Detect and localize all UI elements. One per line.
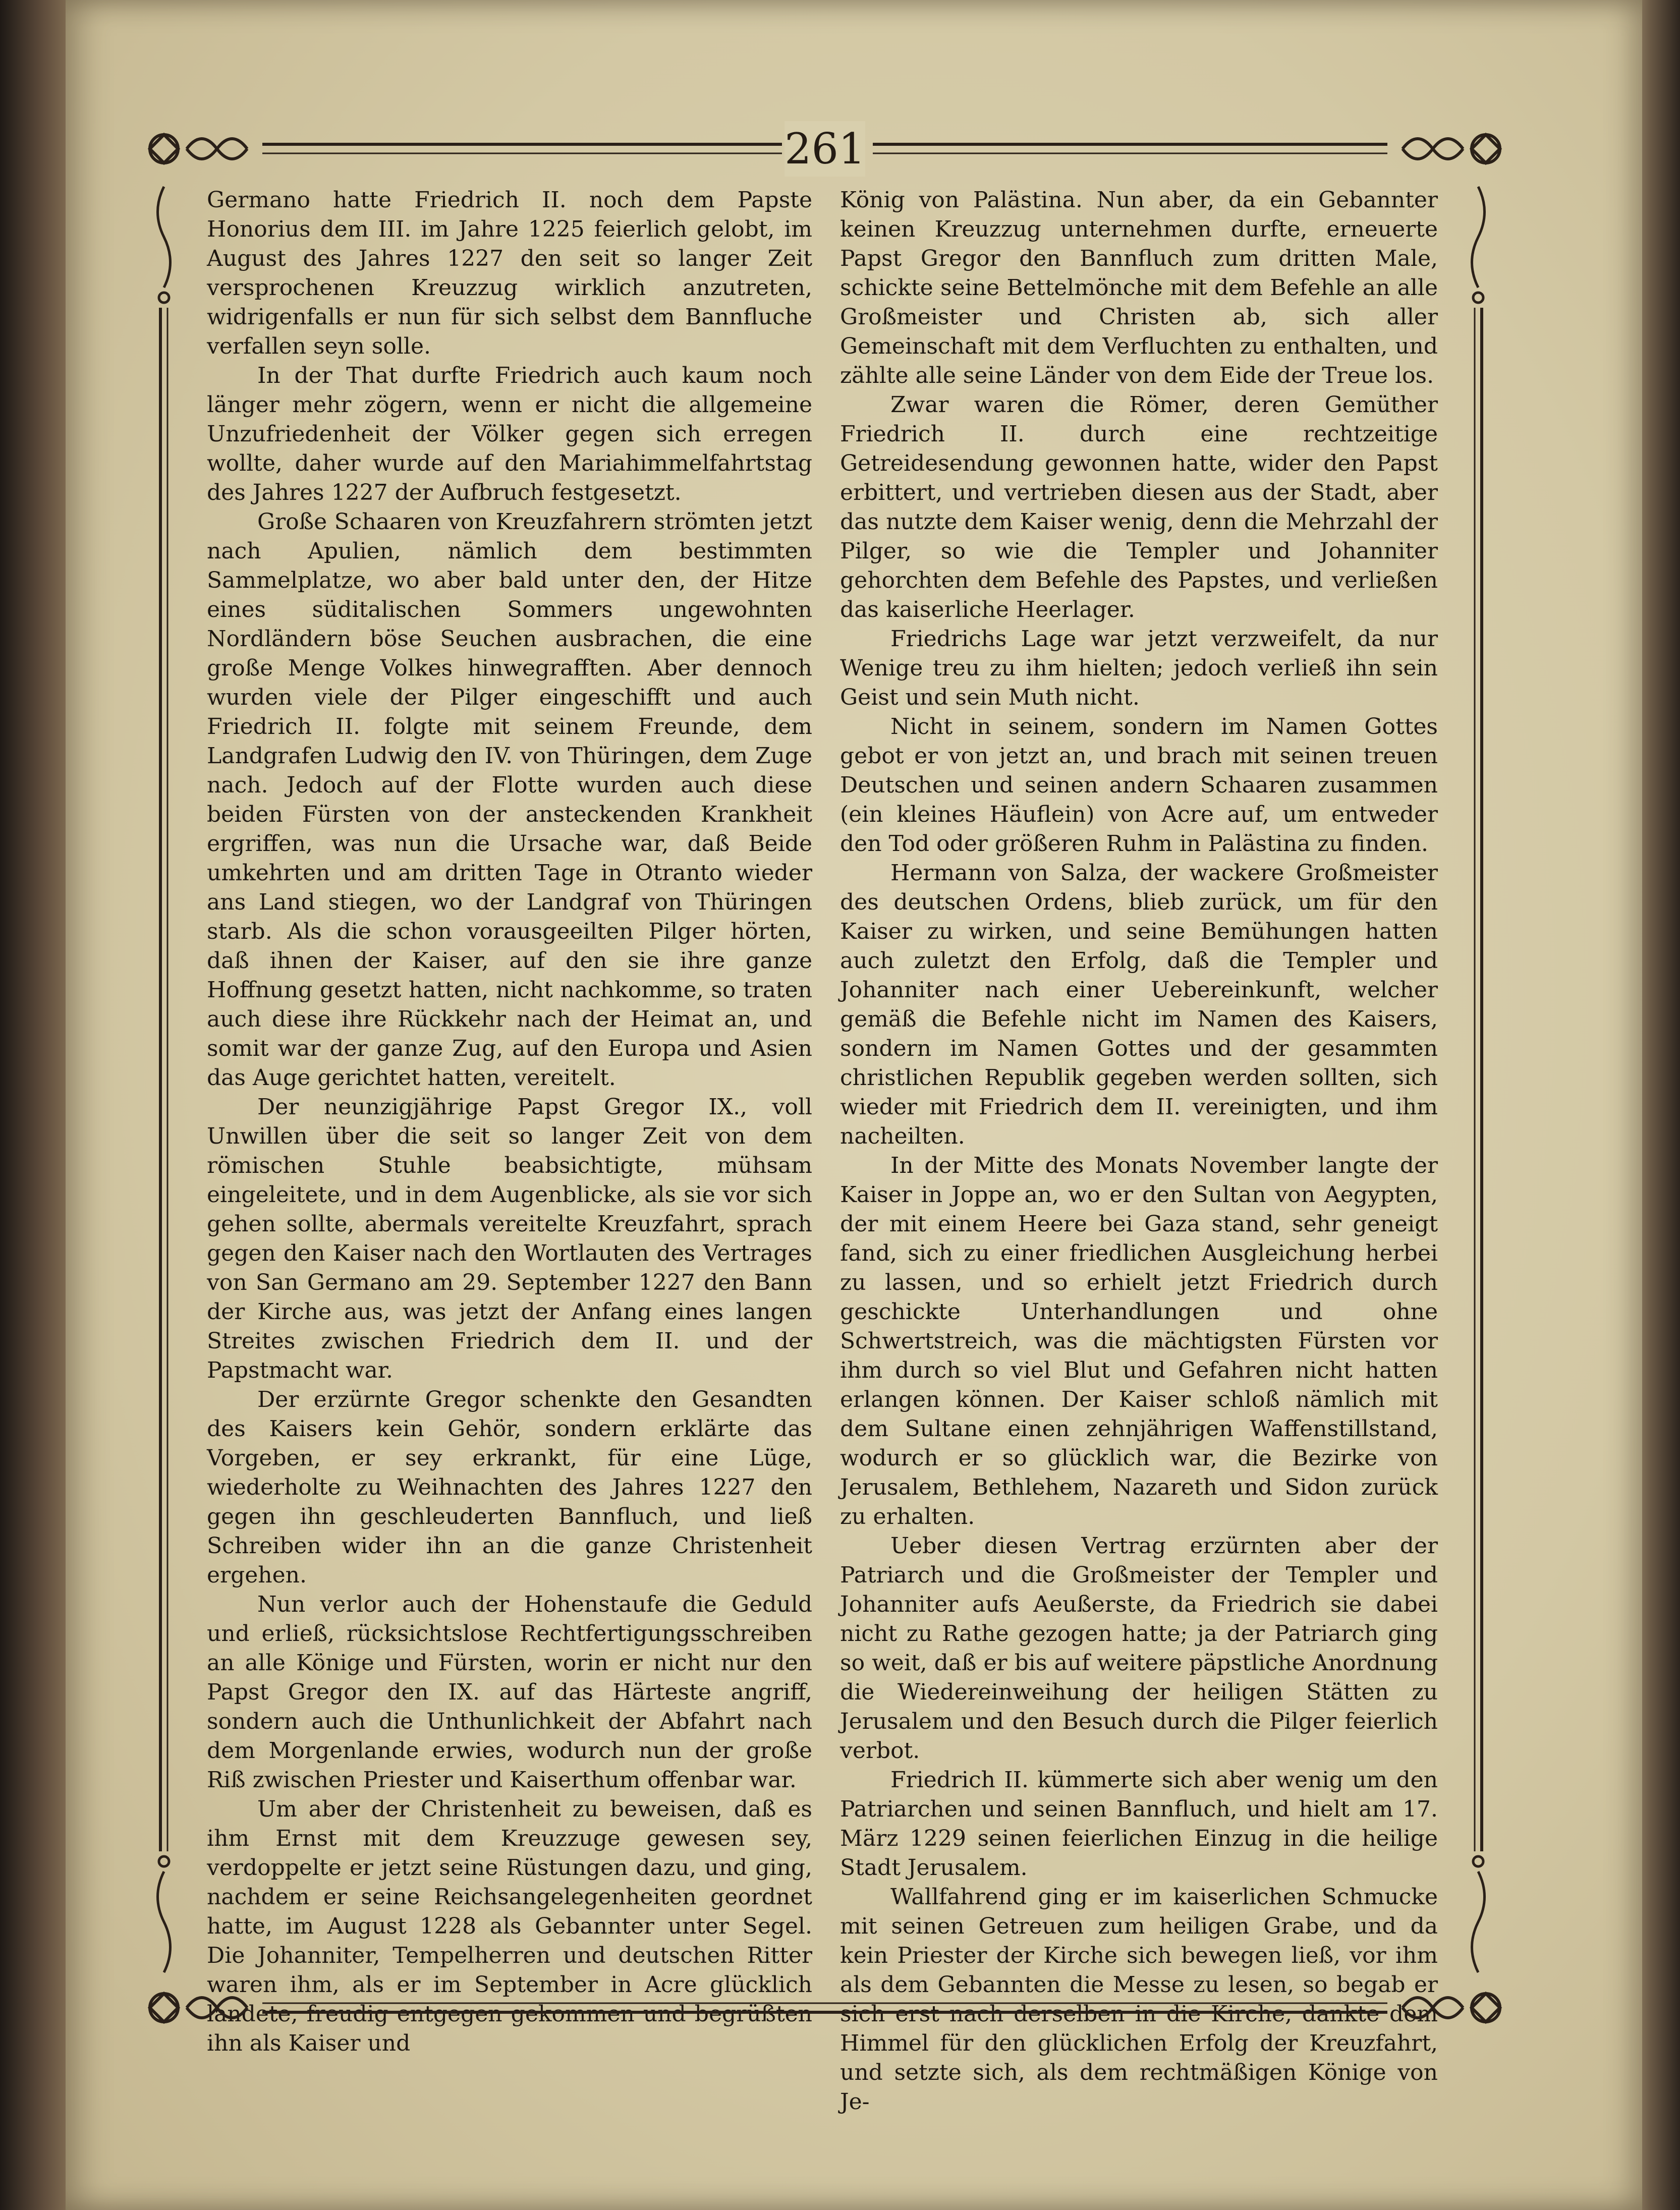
paragraph: Große Schaaren von Kreuzfahrern strömten jetzt nach Apulien, nämlich dem bestimmten Sammelplatze, wo aber bald unter den, der Hitze eines süditalischen Sommers ungewohnten Nordländern böse Seuchen ausbrachen, die eine große Menge Volkes hinwegrafften. Aber dennoch wurden viele der Pilger eingeschifft und auch Friedrich II. folgte mit seinem Freunde, dem Landgrafen Ludwig den IV. von Thüringen, dem Zuge nach. Jedoch auf der Flotte wurden auch diese beiden Fürsten von der ansteckenden Krankheit ergriffen, was nun die Ursache war, daß Beide umkehrten und am dritten Tage in Otranto wieder ans Land stiegen, wo der Landgraf von Thüringen starb. Als die schon vorausgeeilten Pilger hörten, daß ihnen der Kaiser, auf den sie ihre ganze Hoffnung gesetzt hatten, nicht nachkomme, so traten auch diese ihre Rückkehr nach der Heimat an, und somit war der ganze Zug, auf den Europa und Asien das Auge gerichtet hatten, vereitelt.: [207, 509, 812, 1091]
paragraph: Germano hatte Friedrich II. noch dem Papste Honorius dem III. im Jahre 1225 feierlich gelobt, im August des Jahres 1227 den seit so langer Zeit versprochenen Kreuzzug wirklich anzutreten, widrigenfalls er nun für sich selbst dem Bannfluche verfallen seyn solle.: [207, 187, 812, 359]
book-gutter-edge: [0, 0, 76, 2210]
paragraph: In der Mitte des Monats November langte der Kaiser in Joppe an, wo er den Sultan von Aegypten, der mit einem Heere bei Gaza stand, sehr geneigt fand, sich zu einer friedlichen Ausgleichung herbei zu lassen, und so erhielt jetzt Friedrich durch geschickte Unterhandlungen und ohne Schwertstreich, was die mächtigsten Fürsten vor ihm durch so viel Blut und Gefahren nicht hatten erlangen können. Der Kaiser schloß nämlich mit dem Sultane einen zehnjährigen Waffenstillstand, wodurch er so glücklich war, die Bezirke von Jerusalem, Bethlehem, Nazareth und Sidon zurück zu erhalten.: [840, 1153, 1438, 1529]
paragraph: Nun verlor auch der Hohenstaufe die Geduld und erließ, rücksichtslose Rechtfertigungsschreiben an alle Könige und Fürsten, worin er nicht nur den Papst Gregor den IX. auf das Härteste angriff, sondern auch die Unthunlichkeit der Abfahrt nach dem Morgenlande erwies, wodurch nun der große Riß zwischen Priester und Kaiserthum offenbar war.: [207, 1592, 812, 1793]
paragraph: Hermann von Salza, der wackere Großmeister des deutschen Ordens, blieb zurück, um für den Kaiser zu wirken, und seine Bemühungen hatten auch zuletzt den Erfolg, daß die Templer und Johanniter nach einer Uebereinkunft, welcher gemäß die Befehle nicht im Namen des Kaisers, sondern im Namen Gottes und der gesammten christlichen Republik gegeben werden sollten, sich wieder mit Friedrich dem II. vereinigten, und ihm nacheilten.: [840, 860, 1438, 1149]
bottom-ornamental-rule: [141, 1985, 1508, 2030]
left-ornamental-border: [146, 182, 182, 1977]
paragraph: Der neunzigjährige Papst Gregor IX., voll Unwillen über die seit so langer Zeit von dem römischen Stuhle beabsichtigte, mühsam eingeleitete, und in dem Augenblicke, als sie vor sich gehen sollte, abermals vereitelte Kreuzfahrt, sprach gegen den Kaiser nach den Wortlauten des Vertrages von San Germano am 29. September 1227 den Bann der Kirche aus, was jetzt der Anfang eines langen Streites zwischen Friedrich dem II. und der Papstmacht war.: [207, 1094, 812, 1383]
right-text-column: [840, 186, 1438, 2117]
paragraph: König von Palästina. Nun aber, da ein Gebannter keinen Kreuzzug unternehmen durfte, erneuerte Papst Gregor den Bannfluch zum dritten Male, schickte seine Bettelmönche mit dem Befehle an alle Großmeister und Christen ab, sich aller Gemeinschaft mit dem Verfluchten zu enthalten, und zählte alle seine Länder von dem Eide der Treue los.: [840, 187, 1438, 388]
paragraph: Friedrichs Lage war jetzt verzweifelt, da nur Wenige treu zu ihm hielten; jedoch verließ ihn sein Geist und sein Muth nicht.: [840, 626, 1438, 710]
right-ornamental-border: [1461, 182, 1496, 1977]
paragraph: In der That durfte Friedrich auch kaum noch länger mehr zögern, wenn er nicht die allgemeine Unzufriedenheit der Völker gegen sich erregen wollte, daher wurde auf den Mariahimmelfahrtstag des Jahres 1227 der Aufbruch festgesetzt.: [207, 363, 812, 505]
paragraph: Ueber diesen Vertrag erzürnten aber der Patriarch und die Großmeister der Templer und Johanniter aufs Aeußerste, da Friedrich sie dabei nicht zu Rathe gezogen hatte; ja der Patriarch ging so weit, daß er bis auf weitere päpstliche Anordnung die Wiedereinweihung der heiligen Stätten zu Jerusalem und den Besuch durch die Pilger feierlich verbot.: [840, 1533, 1438, 1764]
page-number: 261: [785, 121, 865, 177]
paragraph: Wallfahrend ging er im kaiserlichen Schmucke mit seinen Getreuen zum heiligen Grabe, und da kein Priester der Kirche sich bewegen ließ, vor ihm als dem Gebannten die Messe zu lesen, so begab er sich erst nach derselben in die Kirche, dankte dem Himmel für den glücklichen Erfolg der Kreuzfahrt, und setzte sich, als dem rechtmäßigen Könige von Je-: [840, 1884, 1438, 2115]
paragraph: Der erzürnte Gregor schenkte den Gesandten des Kaisers kein Gehör, sondern erklärte das Vorgeben, er sey erkrankt, für eine Lüge, wiederholte zu Weihnachten des Jahres 1227 den gegen ihn geschleuderten Bannfluch, und ließ Schreiben wider ihn an die ganze Christenheit ergehen.: [207, 1387, 812, 1588]
paragraph: Um aber der Christenheit zu beweisen, daß es ihm Ernst mit dem Kreuzzuge gewesen sey, verdoppelte er jetzt seine Rüstungen dazu, und ging, nachdem er seine Reichsangelegenheiten geordnet hatte, im August 1228 als Gebannter unter Segel. Die Johanniter, Tempelherren und deutschen Ritter waren ihm, als er im September in Acre glücklich landete, freudig entgegen gekommen und begrüßten ihn als Kaiser und: [207, 1796, 812, 2056]
left-text-column: [207, 186, 812, 2058]
paragraph: Zwar waren die Römer, deren Gemüther Friedrich II. durch eine rechtzeitige Getreidesendung gewonnen hatte, wider den Papst erbittert, und vertrieben diesen aus der Stadt, aber das nutzte dem Kaiser wenig, denn die Mehrzahl der Pilger, so wie die Templer und Johanniter gehorchten dem Befehle des Papstes, und verließen das kaiserliche Heerlager.: [840, 392, 1438, 622]
paragraph: Friedrich II. kümmerte sich aber wenig um den Patriarchen und seinen Bannfluch, und hielt am 17. März 1229 seinen feierlichen Einzug in die heilige Stadt Jerusalem.: [840, 1767, 1438, 1881]
paragraph: Nicht in seinem, sondern im Namen Gottes gebot er von jetzt an, und brach mit seinen treuen Deutschen und seinen andern Schaaren zusammen (ein kleines Häuflein) von Acre auf, um entweder den Tod oder größeren Ruhm in Palästina zu finden.: [840, 714, 1438, 857]
